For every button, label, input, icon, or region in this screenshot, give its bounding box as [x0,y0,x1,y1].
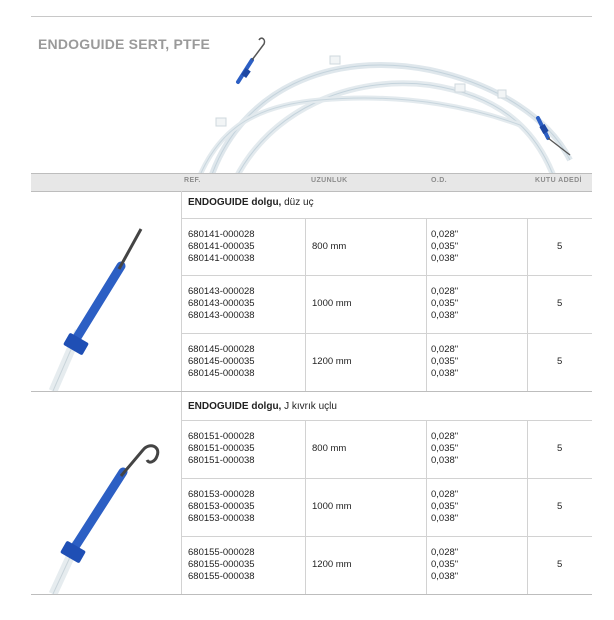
length-cell: 1200 mm [312,356,352,367]
ref-value: 680141-000038 [188,253,255,264]
ref-value: 680155-000035 [188,559,255,570]
od-value: 0,038" [431,310,459,321]
ref-value: 680143-000028 [188,286,255,297]
ref-value: 680151-000035 [188,443,255,454]
page-title: ENDOGUIDE SERT, PTFE [38,36,211,52]
col-divider [426,333,427,391]
ref-cell [188,344,255,380]
ref-value: 680155-000028 [188,547,255,558]
od-value: 0,038" [431,368,459,379]
od-value: 0,028" [431,547,459,558]
ref-value: 680145-000035 [188,356,255,367]
top-rule [31,16,592,17]
ref-value: 680155-000038 [188,571,255,582]
od-value: 0,035" [431,559,459,570]
ref-value: 680145-000038 [188,368,255,379]
header-qty: KUTU ADEDİ [535,177,582,184]
od-value: 0,035" [431,298,459,309]
length-cell: 800 mm [312,241,347,252]
ref-cell [188,489,255,525]
ref-cell [188,229,255,265]
straight-tip-guidewire-image [31,211,181,391]
ref-cell [188,286,255,322]
od-cell [431,229,458,265]
col-divider [426,478,427,536]
qty-cell: 5 [557,443,563,454]
col-divider [426,275,427,333]
section-j-tip [31,392,592,594]
ref-cell [188,547,255,583]
col-divider [305,333,306,391]
col-divider [527,478,528,536]
table-header [31,173,592,192]
qty-cell: 5 [557,559,563,570]
section-title-rest: J kıvrık uçlu [281,401,337,412]
od-cell [431,489,458,525]
table-row [182,218,592,275]
qty-cell: 5 [557,298,563,309]
od-value: 0,028" [431,431,459,442]
ref-value: 680141-000035 [188,241,255,252]
od-value: 0,028" [431,344,459,355]
section-title-rest: düz uç [281,197,314,208]
length-cell: 800 mm [312,443,347,454]
col-divider [527,420,528,478]
od-value: 0,038" [431,571,459,582]
header-length: UZUNLUK [311,177,348,184]
section-title-bold: ENDOGUIDE dolgu, [188,401,282,412]
qty-cell: 5 [557,356,563,367]
qty-cell: 5 [557,241,563,252]
length-cell: 1000 mm [312,501,352,512]
col-divider [305,275,306,333]
table-row [182,420,592,478]
ref-value: 680151-000028 [188,431,255,442]
header-ref: REF. [184,177,201,184]
ref-value: 680143-000038 [188,310,255,321]
j-tip-guidewire-image [31,432,181,594]
ref-cell [188,431,255,467]
col-divider [305,218,306,275]
table-row [182,333,592,391]
section-straight-tip [31,191,592,391]
header-od: O.D. [431,177,447,184]
ref-value: 680153-000035 [188,501,255,512]
table-row [182,275,592,333]
od-cell [431,431,458,467]
od-value: 0,035" [431,443,459,454]
od-cell [431,286,458,322]
col-divider [527,536,528,594]
guidewire-coil-image [180,30,600,180]
table-row [182,536,592,594]
ref-value: 680143-000035 [188,298,255,309]
col-divider [426,536,427,594]
section-divider [31,594,592,595]
od-value: 0,038" [431,513,459,524]
length-cell: 1000 mm [312,298,352,309]
ref-value: 680145-000028 [188,344,255,355]
od-value: 0,028" [431,229,459,240]
od-value: 0,028" [431,489,459,500]
col-divider [527,333,528,391]
od-value: 0,035" [431,241,459,252]
od-value: 0,035" [431,501,459,512]
section-title [188,197,314,208]
col-divider [305,536,306,594]
od-cell [431,547,458,583]
od-cell [431,344,458,380]
section-title [188,401,337,412]
table-row [182,478,592,536]
col-divider [426,420,427,478]
col-divider [527,275,528,333]
ref-value: 680151-000038 [188,455,255,466]
od-value: 0,038" [431,455,459,466]
od-value: 0,035" [431,356,459,367]
od-value: 0,038" [431,253,459,264]
col-divider [426,218,427,275]
col-divider [527,218,528,275]
qty-cell: 5 [557,501,563,512]
section-title-bold: ENDOGUIDE dolgu, [188,197,282,208]
ref-value: 680141-000028 [188,229,255,240]
od-value: 0,028" [431,286,459,297]
ref-value: 680153-000038 [188,513,255,524]
col-divider [305,478,306,536]
length-cell: 1200 mm [312,559,352,570]
ref-value: 680153-000028 [188,489,255,500]
col-divider [305,420,306,478]
